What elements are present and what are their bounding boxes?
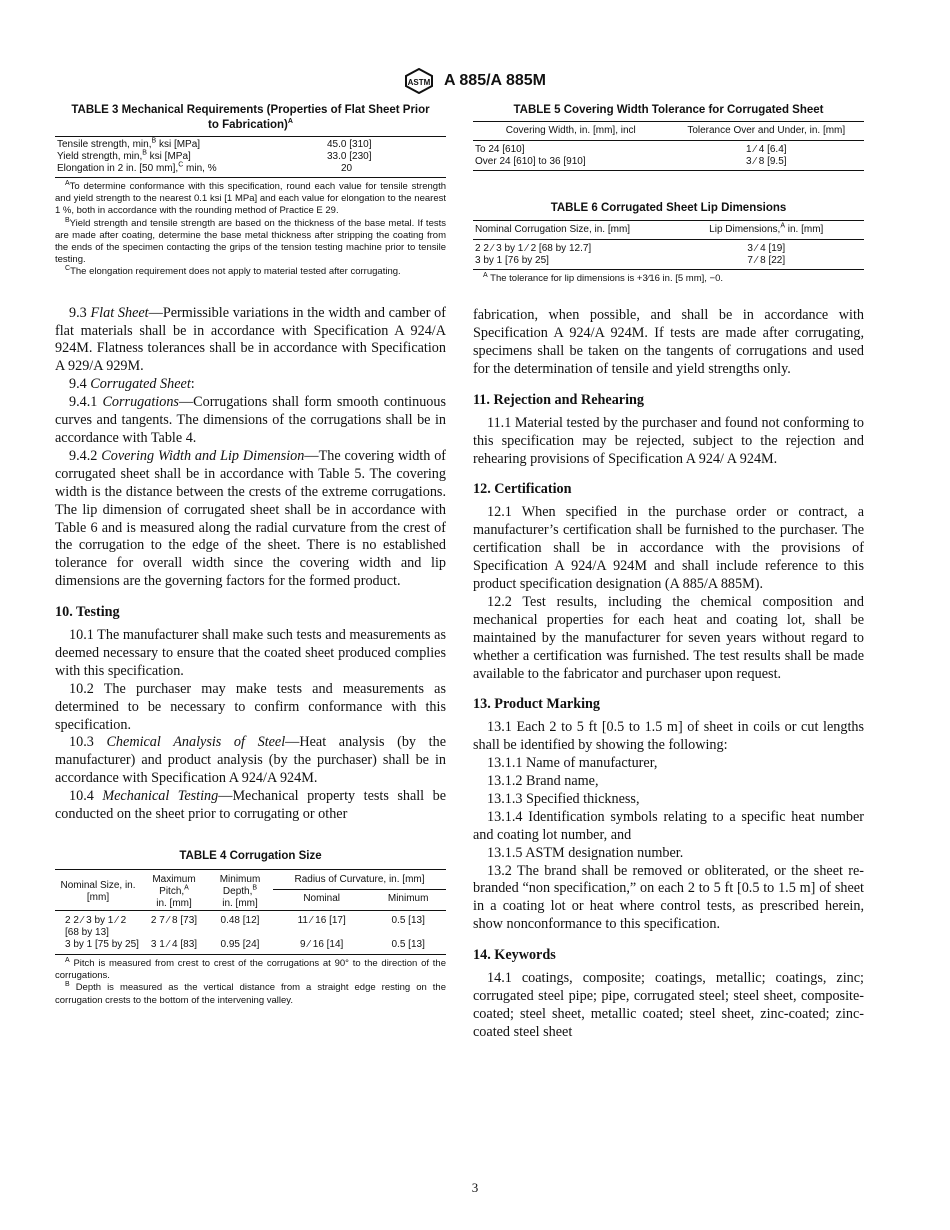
- para-13-1-5: 13.1.5 ASTM designation number.: [487, 844, 684, 861]
- para-14-1: 14.1 coatings, composite; coatings, metallic; coatings, zinc; corrugated steel pipe; pipe, corrugated steel; steel sheet, composite-coated; steel sheet, metallic coated; steel sheet, zinc-coated; zinc-coated steel sheet: [473, 970, 864, 1040]
- table6-footnote: $^A$ The tolerance for lip dimensions is +3⁄16 in. [5 mm], −0.: [483, 271, 724, 284]
- section-14-heading: 14. Keywords: [473, 947, 556, 964]
- right-column: [473, 103, 864, 1042]
- para-13-1-2: 13.1.2 Brand name,: [487, 773, 599, 790]
- para-10-2: 10.2 The purchaser may make tests and measurements as determined to be necessary to confirm conformance with this specification.: [55, 680, 446, 733]
- table4-title: TABLE 4 Corrugation Size: [179, 850, 322, 862]
- para-11-1: 11.1 Material tested by the purchaser and found not conforming to this specification may be rejected, subject to the rejection and rehearing provisions of Specification A 924/ A 924M.: [473, 414, 864, 467]
- para-10-1: 10.1 The manufacturer shall make such tests and measurements as deemed necessary to ensure that the coated sheet produced complies with this specification.: [55, 627, 446, 679]
- table-row: 3 by 1 [75 by 25] 3 1 ⁄ 4 [83] 0.95 [24] 9 ⁄ 16 [14] 0.5 [13]: [55, 939, 446, 955]
- para-9-4-2: 9.4.2 Covering Width and Lip Dimension—The covering width of corrugated sheet shall be in accordance with Table 5. The covering width is the distance between the crests of the extreme corrugations. The lip dimension of corrugated sheet shall be in accordance with Table 6 and is measured along the radial curvature from the crest of the corrugation to the edge of the sheet. There is no established tolerance for overall width since the covering width and lip dimensions are the governing factors for the formed product.: [55, 447, 447, 590]
- table5-title: TABLE 5 Covering Width Tolerance for Corrugated Sheet: [513, 104, 824, 116]
- para-12-2: 12.2 Test results, including the chemical composition and mechanical properties for each heat and coating lot, shall be maintained by the manufacturer for seven years without regard to whether a certification was furnished. The test results shall be made available to the fabricator and purchaser upon request.: [473, 593, 864, 682]
- para-13-1-3: 13.1.3 Specified thickness,: [487, 790, 640, 807]
- para-9-4-1: 9.4.1 Corrugations—Corrugations shall form smooth continuous curves and tangents. The dimensions of the corrugations shall be in accordance with Table 4.: [55, 394, 446, 446]
- table5: Covering Width, in. [mm], incl Tolerance Over and Under, in. [mm] To 24 [610] 1 ⁄ 4 [6.4] Over 24 [610] to 36 [910] 3 ⁄ 8 [9.5]: [473, 121, 864, 171]
- table3-footnotes: $^A$To determine conformance with this specification, round each value for tensile strength and yield strength to the nearest 0.1 ksi [1 MPa] and each value for elongation to the nearest 1 %, both in accordance with the rounding method of Practice E 29. $^B$Yield strength and tensile strength are based on the thickness of the base metal. If tests are made after coating, determine the base metal thickness after stripping the coating from the ends of the specimen contacting the grips of the tension testing machine prior to tensile testing. $^C$The elongation requirement does not apply to material tested after corrugating.: [55, 179, 446, 278]
- page-number: 3: [471, 1180, 479, 1195]
- table-row: 2 2 ⁄ 3 by 1 ⁄ 2 [68 by 12.7] 3 ⁄ 4 [19]: [475, 243, 786, 254]
- svg-text:ASTM: ASTM: [407, 78, 431, 87]
- left-column: [55, 103, 446, 1007]
- section-10-heading: 10. Testing: [55, 604, 120, 621]
- table-row: 3 by 1 [76 by 25] 7 ⁄ 8 [22]: [473, 255, 864, 270]
- para-13-1: 13.1 Each 2 to 5 ft [0.5 to 1.5 m] of sheet in coils or cut lengths shall be identified by showing the following:: [473, 719, 864, 754]
- table-row: Yield strength, min,$^B$ ksi [MPa] 33.0 [230]: [57, 149, 372, 162]
- para-10-4: 10.4 Mechanical Testing—Mechanical property tests shall be conducted on the sheet prior to corrugating or other: [55, 788, 446, 823]
- para-13-1-1: 13.1.1 Name of manufacturer,: [487, 755, 658, 772]
- left-body-text: [55, 305, 446, 824]
- astm-logo: [404, 68, 434, 94]
- table-row: To 24 [610] 1 ⁄ 4 [6.4]: [475, 144, 787, 155]
- para-13-2: 13.2 The brand shall be removed or obliterated, or the sheet re-branded “non specification,” on each 2 to 5 ft [0.5 to 1.5 m] of sheet in a coating lot or heat where control tests, as prescribed herein, show nonconformance to this specification.: [473, 862, 864, 933]
- section-11-heading: 11. Rejection and Rehearing: [473, 391, 645, 408]
- table4-footnotes: $^A$ Pitch is measured from crest to crest of the corrugations at 90° to the direction of the corrugations. $^B$ Depth is measured as the vertical distance from a straight edge resting on the corrugation crests to the bottom of the intervening valley.: [55, 956, 446, 1006]
- table3: [55, 136, 446, 178]
- table3-title: TABLE 3 Mechanical Requirements (Properties of Flat Sheet Prior to Fabrication)$^A$: [71, 104, 430, 131]
- document-designation: A 885/A 885M: [444, 72, 546, 89]
- table6-title: TABLE 6 Corrugated Sheet Lip Dimensions: [550, 202, 787, 214]
- para-9-4: 9.4 Corrugated Sheet:: [69, 376, 195, 393]
- para-9-3: 9.3 Flat Sheet—Permissible variations in the width and camber of flat materials shall be in accordance with Specification A 924/A 924M. Flatness tolerances shall be in accordance with Specification A 929/A 929M.: [55, 304, 446, 375]
- para-10-4-cont: fabrication, when possible, and shall be in accordance with Specification A 924/A 924M. If tests are made after corrugating, specimens shall be taken on the tangents of corrugations and used for the determination of tensile and yield strengths only.: [473, 307, 864, 377]
- table-row: Over 24 [610] to 36 [910] 3 ⁄ 8 [9.5]: [473, 156, 864, 171]
- para-10-3: 10.3 Chemical Analysis of Steel—Heat analysis (by the manufacturer) and product analysis (by the purchaser) shall be in accordance with Specification A 924/A 924M.: [55, 734, 446, 787]
- para-12-1: 12.1 When specified in the purchase order or contract, a manufacturer’s certification shall be furnished to the purchaser. The certification shall be in accordance with the provisions of Specification A 924/A 924M and shall include reference to this product specification designation (A 885/A 885M).: [473, 504, 864, 592]
- table4: Nominal Size, in. [mm] Maximum Pitch,$^A$ in. [mm] Minimum Depth,$^B$ in. [mm] Radius of Curvature, in. [mm] Nominal Minimum 2 2 ⁄ 3 by 1 ⁄ 2 [68 by 13] 2 7 ⁄ 8 [73] 0.48 [12] 11 ⁄ 16 [17] 0.5 [13] 3 by 1 [75 by 25] 3 1 ⁄ 4 [83] 0.95 [24] 9 ⁄ 16 [14] 0.5 [13]: [55, 869, 446, 955]
- table-row: 2 2 ⁄ 3 by 1 ⁄ 2 [68 by 13] 2 7 ⁄ 8 [73] 0.48 [12] 11 ⁄ 16 [17] 0.5 [13]: [65, 915, 425, 938]
- para-13-1-4: 13.1.4 Identification symbols relating to a specific heat number and coating lot number, and: [473, 808, 864, 843]
- page-header: [0, 68, 950, 94]
- section-12-heading: 12. Certification: [473, 481, 572, 498]
- section-13-heading: 13. Product Marking: [473, 696, 601, 713]
- table-row: Tensile strength, min,$^B$ ksi [MPa] 45.0 [310]: [57, 137, 372, 150]
- table6: Nominal Corrugation Size, in. [mm] Lip Dimensions,$^A$ in. [mm] 2 2 ⁄ 3 by 1 ⁄ 2 [68 by 12.7] 3 ⁄ 4 [19] 3 by 1 [76 by 25] 7 ⁄ 8 [22]: [473, 220, 864, 270]
- table-row: Elongation in 2 in. [50 mm],$^C$ min, % 20: [55, 163, 446, 178]
- right-body-text: [473, 307, 864, 1042]
